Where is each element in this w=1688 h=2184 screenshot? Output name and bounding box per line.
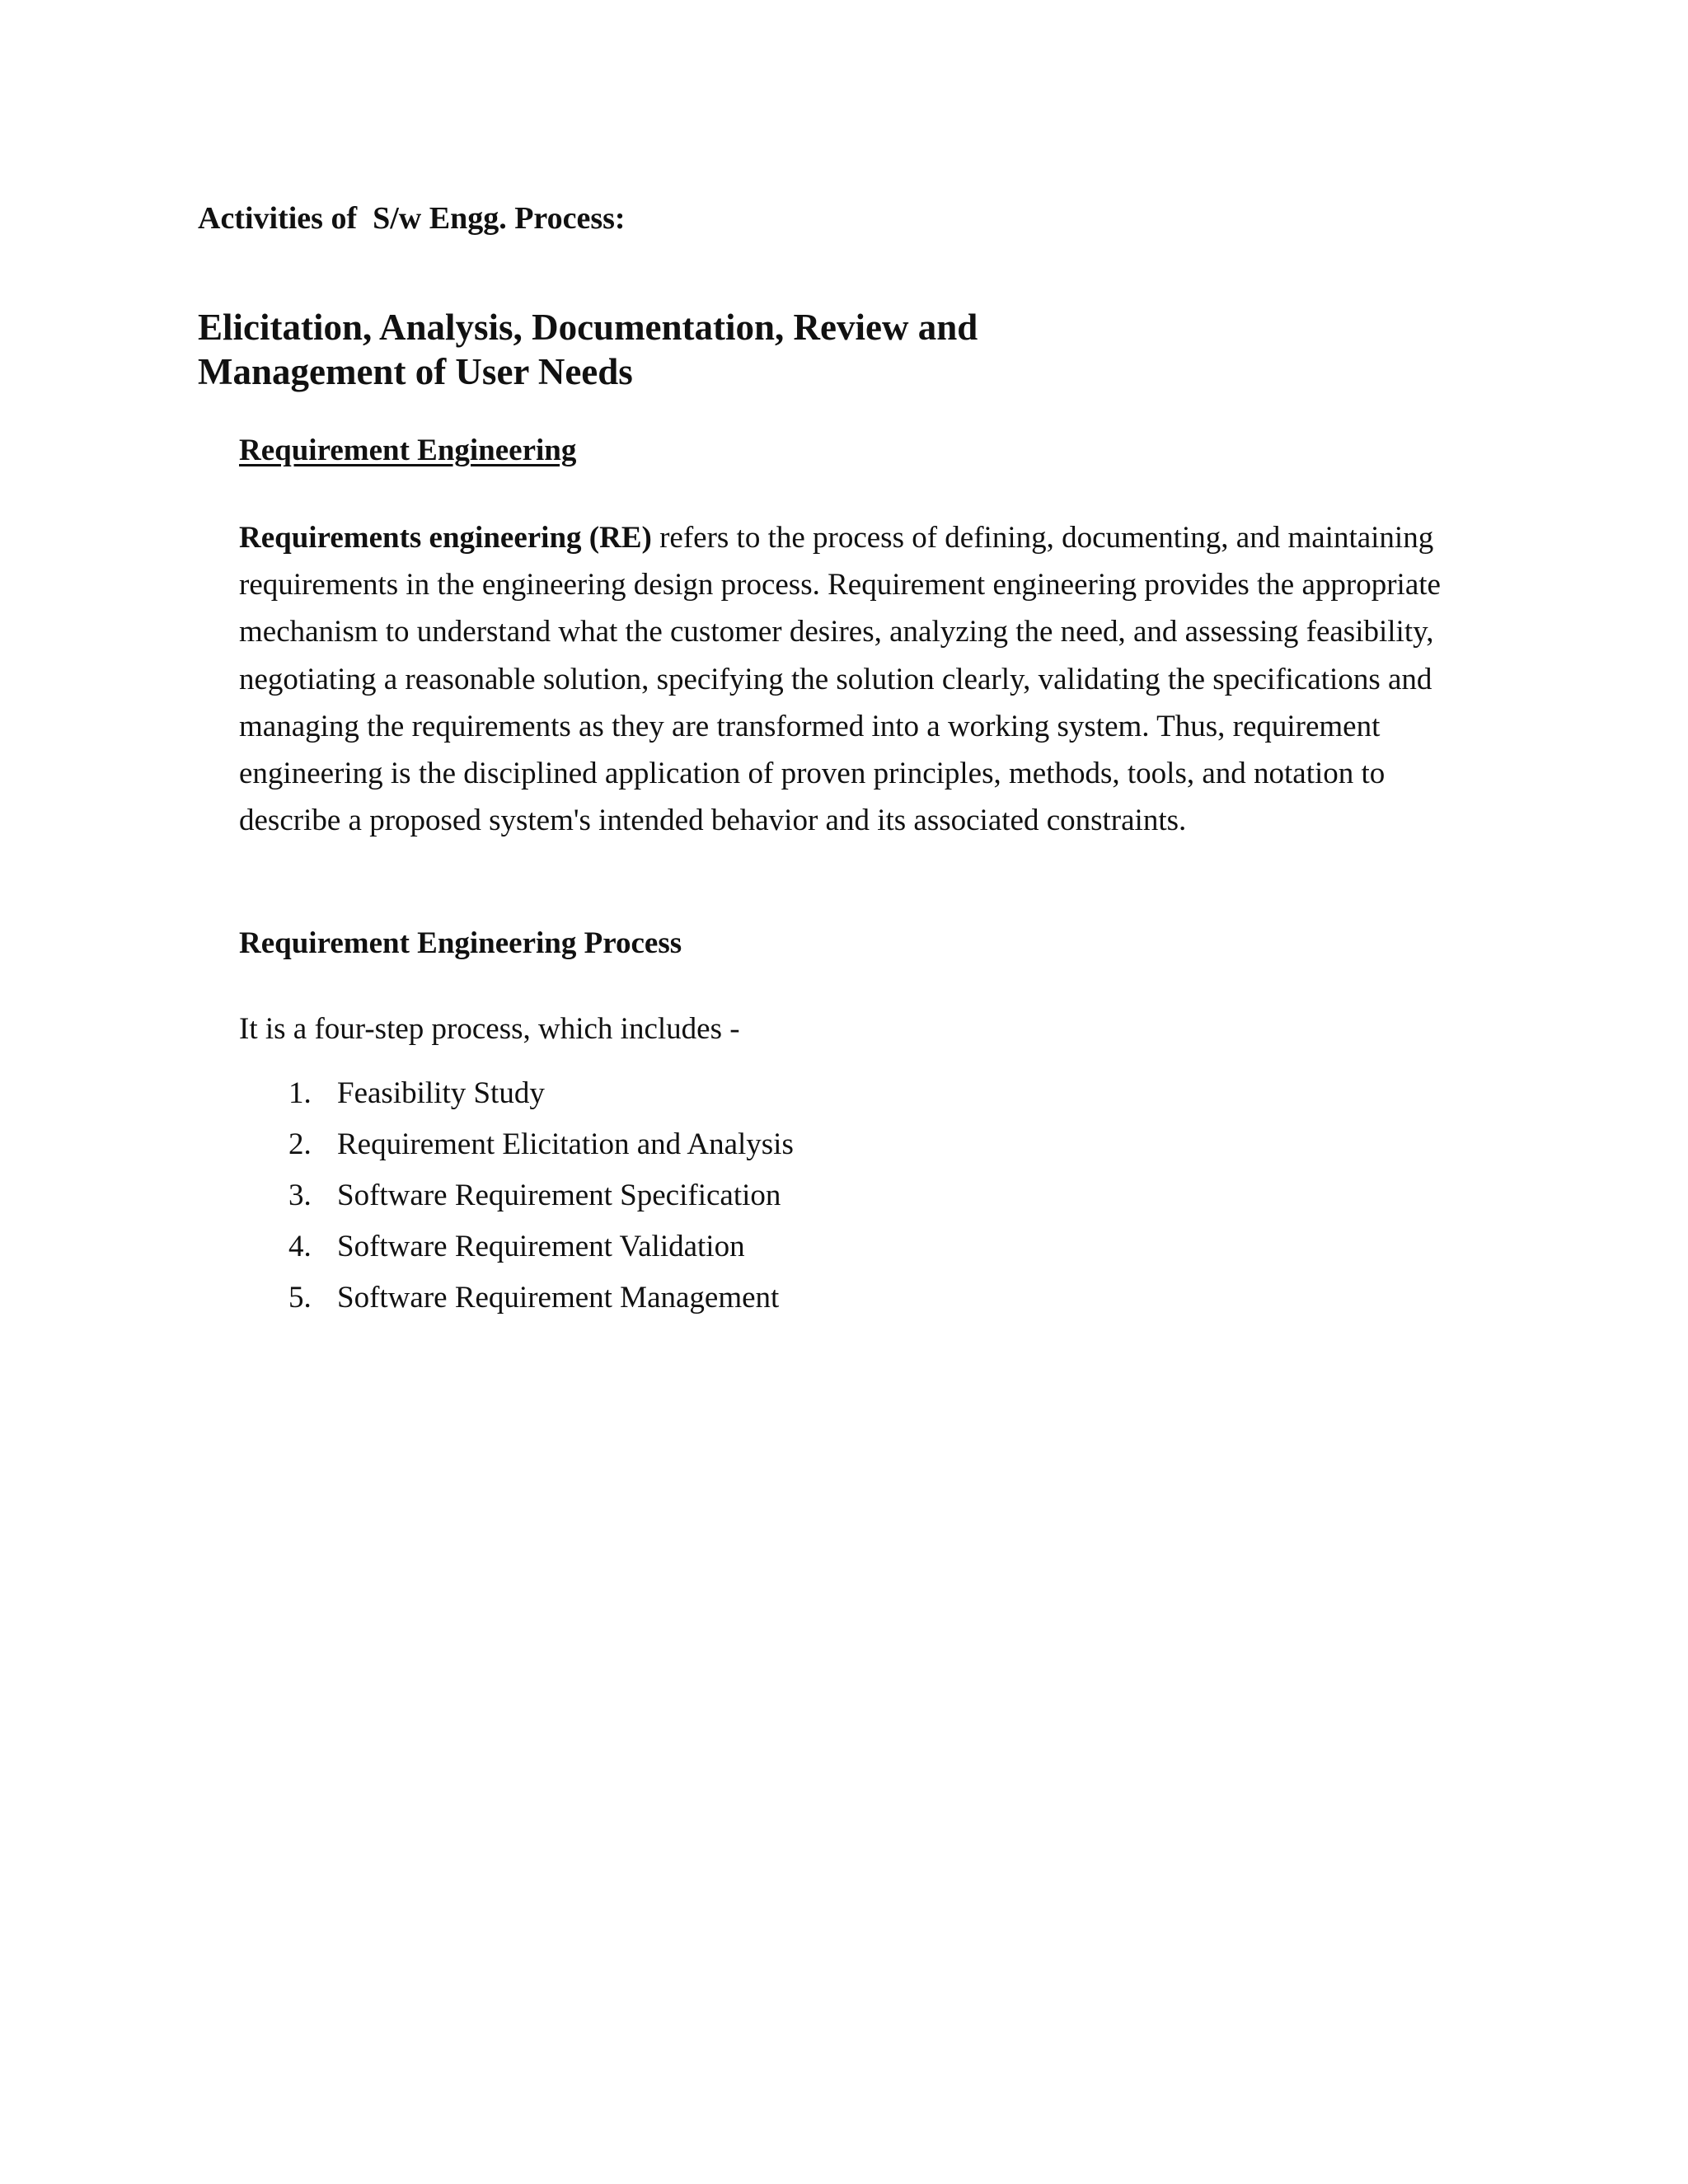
- re-definition: refers to the process of defining, documenting, and maintaining requirements in the engineering design process. Requirement engineering provides the appropriate mechanism to understand what the customer desires, analyzing the need, and assessing feasibility, negotiating a reasonable solution, specifying the solution clearly, validating the specifications and managing the requirements as they are transformed into a working system. Thus, requirement engineering is the disciplined application of proven principles, methods, tools, and notation to describe a proposed system's intended behavior and its associated constraints.: [239, 521, 1441, 838]
- step-text: Software Requirement Management: [337, 1281, 780, 1315]
- main-heading-line-2: Management of User Needs: [198, 351, 633, 392]
- requirement-engineering-paragraph: [239, 514, 1492, 844]
- step-number: 1.: [288, 1076, 312, 1110]
- step-number: 5.: [288, 1281, 312, 1315]
- re-term: Requirements engineering (RE): [239, 521, 652, 555]
- section-title: Activities of S/w Engg. Process:: [198, 201, 626, 236]
- step-text: Software Requirement Specification: [337, 1179, 781, 1212]
- process-heading: Requirement Engineering Process: [239, 926, 682, 960]
- process-intro: It is a four-step process, which includes -: [239, 1012, 740, 1046]
- requirement-engineering-heading: Requirement Engineering: [239, 434, 577, 467]
- step-text: Software Requirement Validation: [337, 1230, 745, 1263]
- step-text: Feasibility Study: [337, 1076, 545, 1110]
- main-heading-line-1: Elicitation, Analysis, Documentation, Review and: [198, 307, 978, 348]
- step-number: 4.: [288, 1230, 312, 1263]
- step-number: 2.: [288, 1127, 312, 1161]
- main-heading: [198, 305, 1352, 394]
- step-text: Requirement Elicitation and Analysis: [337, 1127, 794, 1161]
- step-number: 3.: [288, 1179, 312, 1212]
